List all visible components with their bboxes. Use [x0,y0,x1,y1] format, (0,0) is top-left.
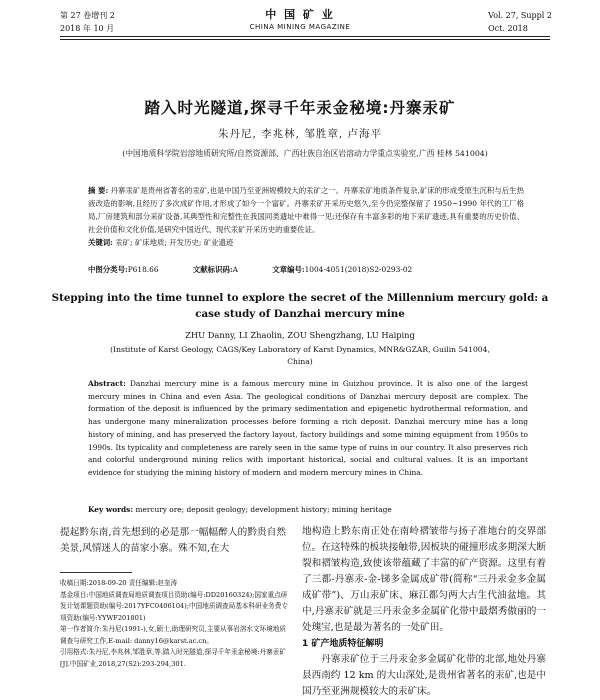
volume-en: Vol. 27, Suppl 2 [488,11,552,20]
authors-cn: 朱丹尼, 李兆林, 邹胜章, 卢海平 [217,128,383,140]
footnote-received: 收稿日期:2018-09-20 责任编辑:赵奎涛 [60,579,178,587]
abstract-cn-label: 摘 要: [88,186,109,195]
footnote-citation: 引用格式:朱丹尼,李兆林,邹胜章,等.踏入时光隧道,探寻千年汞金秘境:丹寨汞矿[J].中国矿业,2018,27(S2):293-294,301. [60,648,286,668]
affiliation-en: (Institute of Karst Geology, CAGS/Key Laboratory of Karst Dynamics, MNR&GZAR, Guilin 541004, China) [110,345,490,366]
abstract-en-label: Abstract: [88,379,126,388]
affiliation-cn: (中国地质科学院岩溶地质研究所/自然资源部、广西壮族自治区岩溶动力学重点实验室,广西 桂林 541004) [122,149,488,158]
keywords-en-text: mercury ore; deposit geology; development history; mining heritage [135,505,392,514]
volume-cn: 第 27 卷增刊 2 [60,11,115,20]
header-rule-thin [60,39,550,40]
running-header [0,0,600,40]
keywords-en [88,505,528,514]
article-number-value: 1004-4051(2018)S2-0293-02 [304,265,413,274]
abstract-en [88,378,528,480]
authors-en: ZHU Danny, LI Zhaolin, ZOU Shengzhang, LU Haiping [185,330,415,340]
footnote-author: 第一作者简介:朱丹尼(1991-),女,硕士,助理研究员,主要从事岩溶水文环境地质调查与研究工作,E-mail: danny16@karst.ac.cn。 [60,625,286,645]
doc-code-label: 文献标识码: [192,265,233,274]
abstract-cn-text: 丹寨汞矿是贵州省著名的汞矿,也是中国乃至亚洲规模较大的汞矿之一。丹寨汞矿地质条件复杂,矿床的形成受原生沉积与后生热液改造的影响,且经历了多次成矿作用,才形成了如今一个富矿。丹寨汞矿开采历史悠久,至今仍完整保留了 1950~1990 年代的工厂格局,厂房建筑和部分采矿设备,其典型性和完整性在我国同类遗址中难得一见;还保存有丰富多彩的地下采矿遗迹,具有重要的历史价值、社会价值和文化价值,是研究中国近代、现代汞矿开采历史的重要佐证。 [88,186,524,234]
keywords-cn-label: 关键词: [88,238,113,247]
doc-code-value: A [232,265,238,274]
date-cn: 2018 年 10 月 [60,24,115,33]
body-paragraph-2: 丹寨汞矿位于三丹汞金多金属矿化带的北部,地处丹寨县西南约 12 km 的大山深处,是贵州省著名的汞矿,也是中国乃至亚洲规模较大的汞矿床。 [302,654,546,697]
article-number-label: 文章编号: [272,265,305,274]
abstract-cn [88,184,524,249]
paper-title-cn: 踏入时光隧道,探寻千年汞金秘境:丹寨汞矿 [144,99,456,117]
journal-volume-en [488,9,552,35]
body-paragraph-1: 地构造上黔东南正处在南岭褶皱带与扬子准地台的交界部位。在这特殊的板块接触带,因板块的碰撞形成多期深大断裂和褶皱构造,致使该带蕴藏了丰富的矿产资源。这里有着了三都-丹寨汞-金-锑多金属成矿带(简称“三丹汞金多金属成矿带”)、万山汞矿床、麻江都匀两大古生代油盆地。其中,丹寨汞矿就是三丹汞金多金属矿化带中最熠秀傲丽的一处瑰宝,也是最为著名的一处矿田。 [302,526,546,633]
keywords-cn-text: 汞矿; 矿床地质; 开发历史; 矿业遗迹 [115,238,234,247]
classification-line [88,264,528,275]
keywords-en-label: Key words: [88,505,134,514]
paper-title-en: Stepping into the time tunnel to explore the secret of the Millennium mercury gold: a case study of Danzhai mercury mine [51,292,549,320]
footnote-funding: 基金项目:中国地质调查局地质调查项目资助(编号:DD20160324);国家重点研发计划课题资助(编号:2017YFC0406104);中国地质调查局基本科研业务费专项资助(编号:YYWF201801) [60,590,288,622]
clc-value: P618.66 [127,265,159,274]
body-right-column [302,524,546,700]
journal-name-en: CHINA MINING MAGAZINE [249,23,351,31]
body-left-column: 提起黔东南,首先想到的必是那一幅幅醉人的黔贵自然美景,风情迷人的苗家小寨。殊不知,在大 [60,527,286,554]
date-en: Oct. 2018 [488,24,528,33]
header-rule-thick [60,36,550,37]
footnotes [60,578,290,670]
journal-name-cn: 中 国 矿 业 [265,8,335,21]
footnote-rule [60,572,132,573]
abstract-en-text: Danzhai mercury mine is a famous mercury mine in Guizhou province. It is also one of the largest mercury mines in China and even Asia. The geological conditions of Danzhai mercury deposit are complex. The formation of the deposit is influenced by the primary sedimentation and epigenetic hydrothermal reformation, and has undergone many mineralization processes before forming a rich deposit. Danzhai mercury mine has a long history of mining, and has preserved the factory layout, factory buildings and some mining equipment from 1950s to 1990s. Its typicality and completeness are rarely seen in the same type of ruins in our country. It also preserves rich and colorful underground mining relics with important historical, social and cultural values. It is an important evidence for studying the mining history of modern and modern mercury mines in China. [88,379,528,477]
clc-label: 中图分类号: [88,265,128,274]
section-heading: 1 矿产地质特征解明 [302,639,384,649]
